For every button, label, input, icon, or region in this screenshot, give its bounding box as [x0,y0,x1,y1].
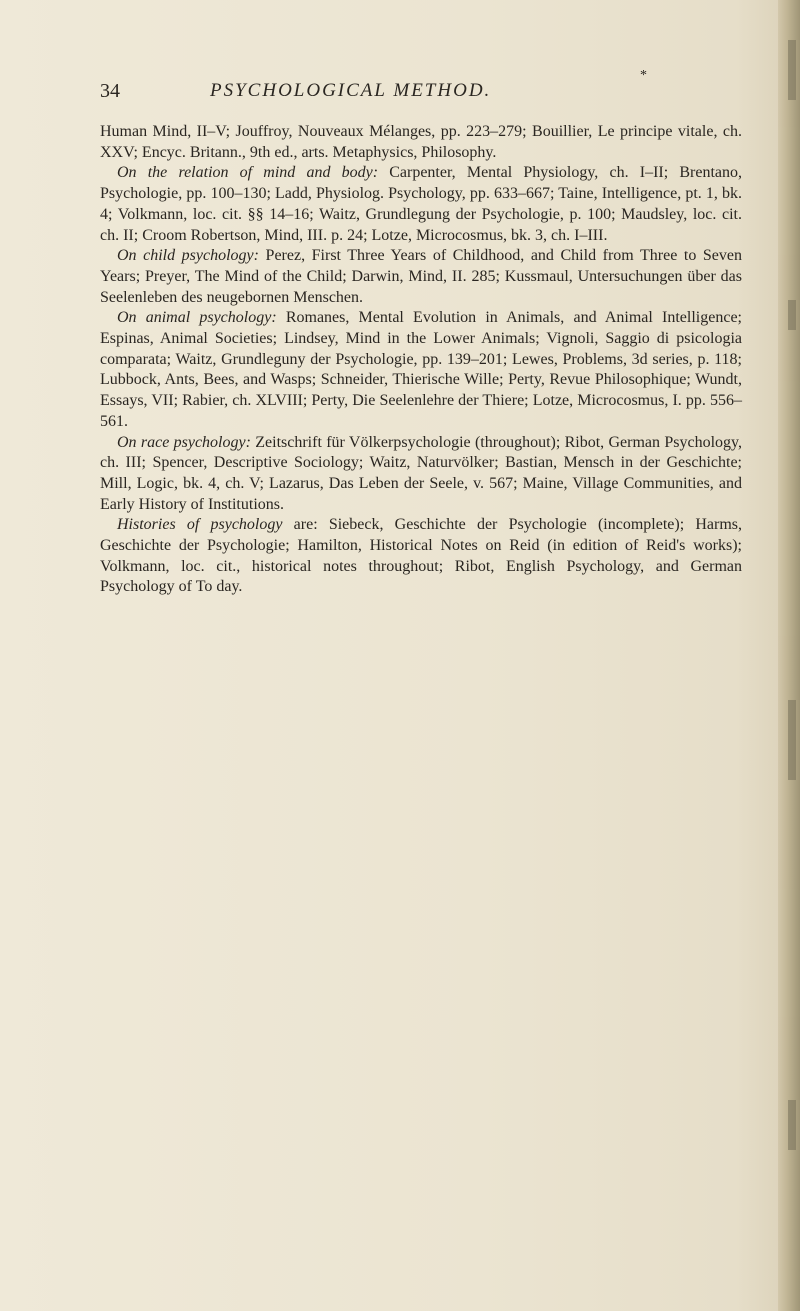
paragraph-body: Carpenter, Mental Physiology, ch. I–II; Brentano, Psychologie, pp. 100–130; Ladd, Physiolog. Psychology, pp. 633–667; Taine, Intelligence, pt. 1, bk. 4; Volkmann, loc. cit. §§ 14–16; Waitz, Grundlegung der Psychologie, p. 100; Maudsley, loc. cit. ch. II; Croom Robertson, Mind, III. p. 24; Lotze, Microcosmus, bk. 3, ch. I–III. [100,164,742,244]
paragraph-histories [100,515,742,598]
paragraph-animal-psychology [100,308,742,432]
edge-stain [788,300,796,330]
bibliography-text [100,122,742,598]
paragraph-continued [100,122,742,163]
print-mark: * [640,68,647,83]
page-header [100,68,740,108]
running-title: PSYCHOLOGICAL METHOD. [210,80,492,101]
paragraph-race-psychology [100,433,742,516]
edge-stain [788,700,796,780]
paragraph-body: Zeitschrift für Völkerpsychologie (throughout); Ribot, German Psychology, ch. III; Spencer, Descriptive Sociology; Waitz, Naturvölker; Bastian, Mensch in der Geschichte; Mill, Logic, bk. 4, ch. V; Lazarus, Das Leben der Seele, v. 567; Maine, Village Communities, and Early History of Institutions. [100,433,742,513]
edge-stain [788,1100,796,1150]
paragraph-body: Perez, First Three Years of Childhood, and Child from Three to Seven Years; Preyer, The Mind of the Child; Darwin, Mind, II. 285; Kussmaul, Untersuchungen über das Seelenleben des neugebornen Menschen. [100,247,742,306]
paragraph-mind-body [100,163,742,246]
paragraph-body: are: Siebeck, Geschichte der Psychologie (incomplete); Harms, Geschichte der Psychologie; Hamilton, Historical Notes on Reid (in edition of Reid's works); Volkmann, loc. cit., historical notes throughout; Ribot, English Psychology, and German Psychology of To day. [100,516,743,596]
paragraph-body: Romanes, Mental Evolution in Animals, and Animal Intelligence; Espinas, Animal Societies; Lindsey, Mind in the Lower Animals; Vignoli, Saggio di psicologia comparata; Waitz, Grundleguny der Psychologie, pp. 139–201; Lewes, Problems, 3d series, p. 118; Lubbock, Ants, Bees, and Wasps; Schneider, Thierische Wille; Perty, Revue Philosophique; Wundt, Essays, VII; Rabier, ch. XLVIII; Perty, Die Seelenlehre der Thiere; Lotze, Microcosmus, I. pp. 556–561. [100,309,742,430]
paragraph-topic: On animal psychology: [117,309,277,327]
paragraph-child-psychology [100,246,742,308]
paragraph-topic: On the relation of mind and body: [117,164,379,182]
edge-stain [788,40,796,100]
page-number: 34 [100,80,120,102]
paragraph-topic: On child psychology: [117,247,259,265]
paragraph-topic: Histories of psychology [117,516,283,534]
paragraph-body: Human Mind, II–V; Jouffroy, Nouveaux Mélanges, pp. 223–279; Bouillier, Le principe vitale, ch. XXV; Encyc. Britann., 9th ed., arts. Metaphysics, Philosophy. [100,123,742,161]
paragraph-topic: On race psychology: [117,433,251,451]
page-edge-shadow [778,0,800,1311]
